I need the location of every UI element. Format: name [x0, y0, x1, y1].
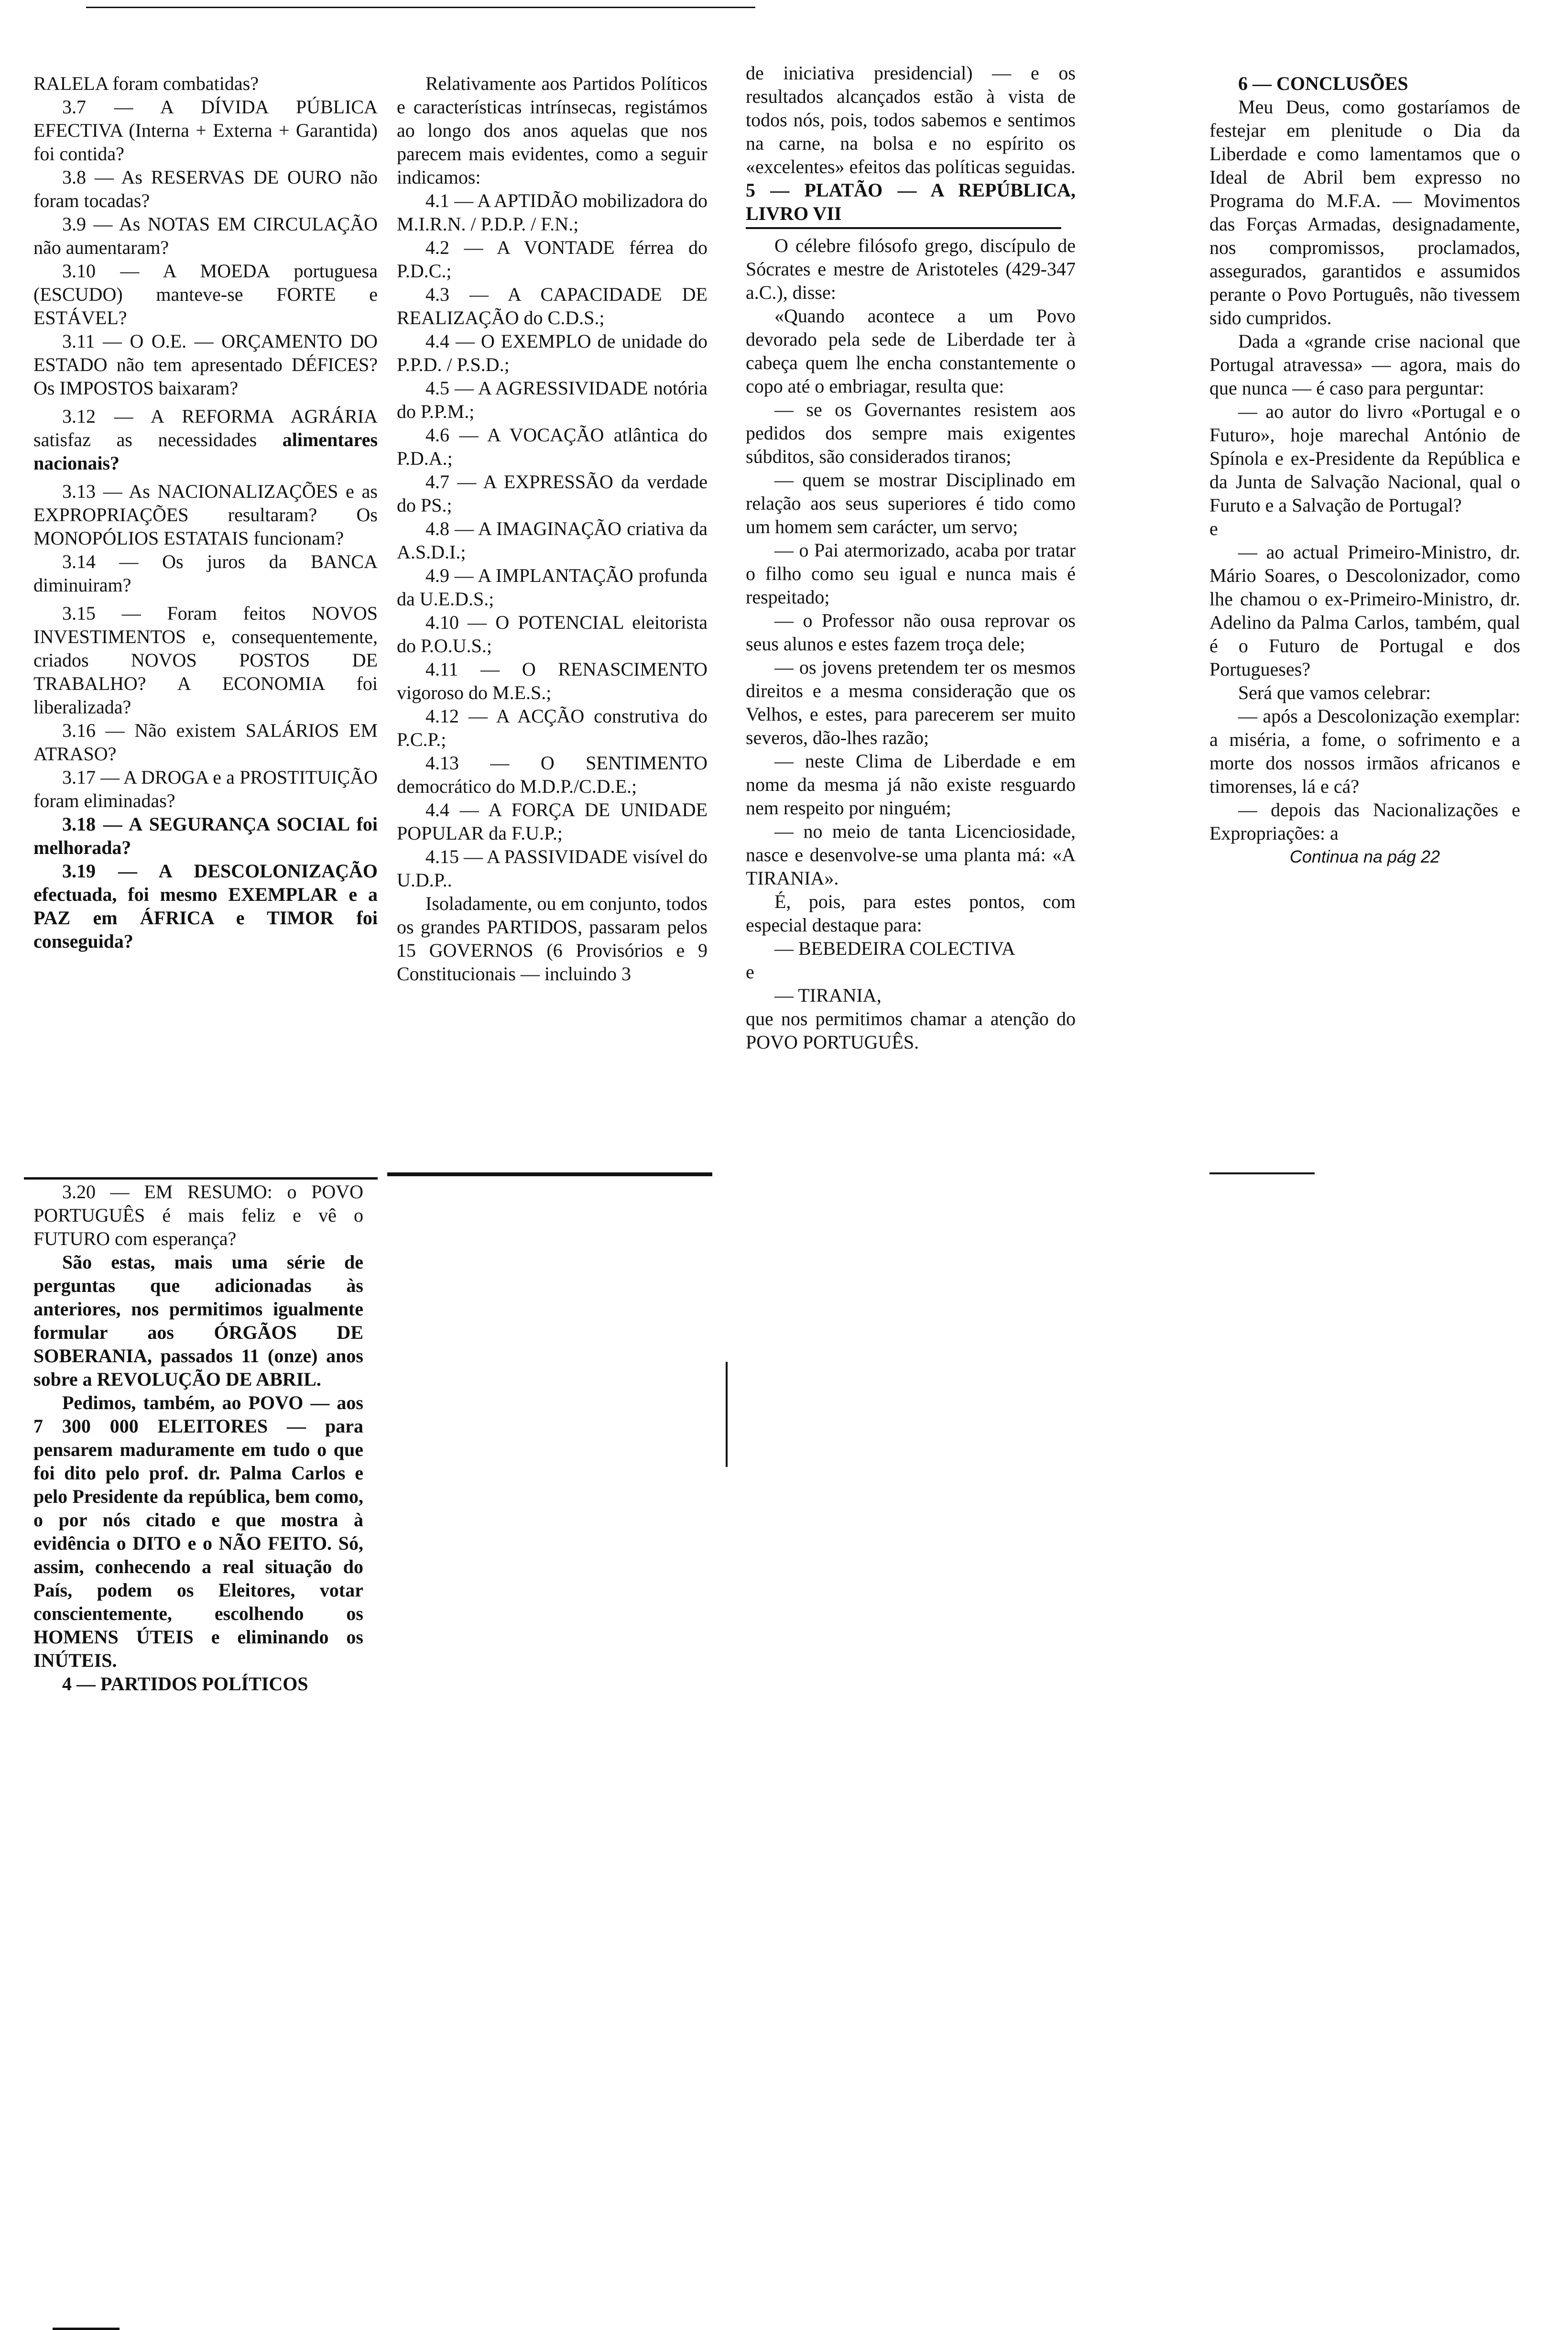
- paragraph: 3.11 — O O.E. — ORÇAMENTO DO ESTADO não tem apresentado DÉFICES? Os IMPOSTOS baixaram?: [33, 330, 378, 399]
- list-item: 4.5 — A AGRESSIVIDADE notória do P.P.M.;: [397, 377, 708, 422]
- column-2: [397, 72, 708, 985]
- paragraph: — depois das Nacionalizações e Expropriações: a: [1209, 799, 1520, 844]
- list-item: 4.12 — A ACÇÃO construtiva do P.C.P.;: [397, 705, 708, 750]
- list-item: 4.10 — O POTENCIAL eleitorista do P.O.U.S.;: [397, 612, 708, 656]
- list-item: 4.8 — A IMAGINAÇÃO criativa da A.S.D.I.;: [397, 518, 708, 563]
- paragraph: 3.20 — EM RESUMO: o POVO PORTUGUÊS é mais feliz e vê o FUTURO com esperança?: [33, 1181, 363, 1249]
- paragraph: de iniciativa presidencial) — e os resultados alcançados estão à vista de todos nós, pois, todos sabemos e sentimos na carne, na bolsa e no espírito os «excelentes» efeitos das políticas seguidas.: [746, 62, 1076, 177]
- paragraph: — TIRANIA,: [774, 985, 882, 1006]
- paragraph: 3.13 — As NACIONALIZAÇÕES e as EXPROPRIAÇÕES resultaram? Os MONOPÓLIOS ESTATAIS funcionam?: [33, 481, 378, 549]
- column-3: [746, 61, 1076, 1054]
- paragraph: que nos permitimos chamar a atenção do POVO PORTUGUÊS.: [746, 1008, 1076, 1053]
- section-heading: 6 — CONCLUSÕES: [1238, 73, 1408, 94]
- paragraph: É, pois, para estes pontos, com especial destaque para:: [746, 891, 1076, 936]
- paragraph: e: [746, 961, 754, 983]
- list-item: 4.3 — A CAPACIDADE DE REALIZAÇÃO do C.D.S.;: [397, 284, 708, 328]
- paragraph: 3.19 — A DESCOLONIZAÇÃO efectuada, foi mesmo EXEMPLAR e a PAZ em ÁFRICA e TIMOR foi conseguida?: [33, 860, 378, 952]
- paragraph: «Quando acontece a um Povo devorado pela sede de Liberdade ter à cabeça quem lhe encha constantemente o copo até o embriagar, resulta que:: [746, 305, 1076, 397]
- list-item: 4.2 — A VONTADE férrea do P.D.C.;: [397, 237, 708, 282]
- paragraph: — se os Governantes resistem aos pedidos dos sempre mais exigentes súbditos, são considerados tiranos;: [746, 399, 1076, 467]
- paragraph: e: [1209, 518, 1218, 539]
- section-heading: 4 — PARTIDOS POLÍTICOS: [62, 1673, 308, 1695]
- list-item: 4.13 — O SENTIMENTO democrático do M.D.P./C.D.E.;: [397, 752, 708, 797]
- paragraph: Será que vamos celebrar:: [1238, 682, 1431, 703]
- divider: [53, 2328, 120, 2330]
- paragraph: Meu Deus, como gostaríamos de festejar em plenitude o Dia da Liberdade e como lamentamos que o Ideal de Abril bem expresso no Programa do M.F.A. — Movimentos das Forças Armadas, designadamente, nos compromissos, proclamados, assegurados, garantidos e assumidos perante o Povo Português, não tivessem sido cumpridos.: [1209, 96, 1520, 328]
- column-4: [1209, 72, 1520, 868]
- paragraph: São estas, mais uma série de perguntas que adicionadas às anteriores, nos permitimos igualmente formular aos ÓRGÃOS DE SOBERANIA, passados 11 (onze) anos sobre a REVOLUÇÃO DE ABRIL.: [33, 1251, 363, 1390]
- paragraph: O célebre filósofo grego, discípulo de Sócrates e mestre de Aristoteles (429-347 a.C.), disse:: [746, 235, 1076, 303]
- paragraph: — os jovens pretendem ter os mesmos direitos e a mesma consideração que os Velhos, e estes, para parecerem ser muito severos, dão-lhes razão;: [746, 656, 1076, 748]
- paragraph: 3.12 — A REFORMA AGRÁRIA satisfaz as necessidades alimentares nacionais?: [33, 405, 378, 474]
- divider: [24, 1177, 378, 1180]
- column-1: [33, 72, 378, 953]
- paragraph: 3.9 — As NOTAS EM CIRCULAÇÃO não aumentaram?: [33, 213, 378, 258]
- paragraph: Relativamente aos Partidos Políticos e características intrínsecas, registámos ao longo dos anos aquelas que nos parecem mais evidentes, como a seguir indicamos:: [397, 73, 708, 188]
- list-item: 4.4 — O EXEMPLO de unidade do P.P.D. / P.S.D.;: [397, 330, 708, 375]
- paragraph: 3.17 — A DROGA e a PROSTITUIÇÃO foram eliminadas?: [33, 766, 378, 811]
- list-item: 4.7 — A EXPRESSÃO da verdade do PS.;: [397, 471, 708, 516]
- paragraph: Dada a «grande crise nacional que Portugal atravessa» — agora, mais do que nunca — é caso para perguntar:: [1209, 330, 1520, 399]
- vertical-bar: [726, 1362, 728, 1467]
- list-item: 4.9 — A IMPLANTAÇÃO profunda da U.E.D.S.;: [397, 565, 708, 610]
- list-item: 4.11 — O RENASCIMENTO vigoroso do M.E.S.;: [397, 658, 708, 703]
- paragraph: — o Pai atermorizado, acaba por tratar o filho como seu igual e nunca mais é respeitado;: [746, 539, 1076, 608]
- list-item: 4.1 — A APTIDÃO mobilizadora do M.I.R.N. / P.D.P. / F.N.;: [397, 190, 708, 235]
- paragraph: 3.14 — Os juros da BANCA diminuiram?: [33, 551, 378, 596]
- paragraph: — quem se mostrar Disciplinado em relação aos seus superiores é tido como um homem sem carácter, um servo;: [746, 469, 1076, 537]
- continuation-note: Continua na pág 22: [1289, 847, 1440, 866]
- paragraph: — ao autor do livro «Portugal e o Futuro», hoje marechal António de Spínola e ex-Presidente da República e da Junta de Salvação Nacional, qual o Furuto e a Salvação de Portugal?: [1209, 401, 1520, 516]
- list-item: 4.4 — A FORÇA DE UNIDADE POPULAR da F.U.P.;: [397, 799, 708, 844]
- divider: [387, 1172, 712, 1176]
- list-item: 4.15 — A PASSIVIDADE visível do U.D.P..: [397, 846, 708, 891]
- paragraph: 3.8 — As RESERVAS DE OURO não foram tocadas?: [33, 166, 378, 211]
- top-rule: [86, 7, 755, 8]
- paragraph: — BEBEDEIRA COLECTIVA: [774, 938, 1015, 959]
- paragraph: — no meio de tanta Licenciosidade, nasce e desenvolve-se uma planta má: «A TIRANIA».: [746, 820, 1076, 889]
- list-item: 4.6 — A VOCAÇÃO atlântica do P.D.A.;: [397, 424, 708, 469]
- paragraph: — após a Descolonização exemplar: a miséria, a fome, o sofrimento e a morte dos nossos irmãos africanos e timorenses, lá e cá?: [1209, 705, 1520, 797]
- section-heading: 5 — PLATÃO — A REPÚBLICA, LIVRO VII: [746, 179, 1076, 224]
- paragraph: — o Professor não ousa reprovar os seus alunos e estes fazem troça dele;: [746, 610, 1076, 655]
- divider: [1209, 1172, 1315, 1174]
- paragraph: RALELA foram combatidas?: [33, 73, 259, 94]
- paragraph: 3.16 — Não existem SALÁRIOS EM ATRASO?: [33, 720, 378, 765]
- paragraph: 3.15 — Foram feitos NOVOS INVESTIMENTOS e, consequentemente, criados NOVOS POSTOS DE TRABALHO? A ECONOMIA foi liberalizada?: [33, 602, 378, 718]
- paragraph: — neste Clima de Liberdade e em nome da mesma já não existe resguardo nem respeito por ninguém;: [746, 750, 1076, 819]
- divider: [746, 227, 1061, 229]
- paragraph: — ao actual Primeiro-Ministro, dr. Mário Soares, o Descolonizador, como lhe chamou o ex-Primeiro-Ministro, dr. Adelino da Palma Carlos, também, qual é o Futuro de Portugal e dos Portugueses?: [1209, 541, 1520, 680]
- paragraph: Isoladamente, ou em conjunto, todos os grandes PARTIDOS, passaram pelos 15 GOVERNOS (6 Provisórios e 9 Constitucionais — incluindo 3: [397, 893, 708, 985]
- column-1-lower: [33, 1180, 363, 1696]
- paragraph: 3.7 — A DÍVIDA PÚBLICA EFECTIVA (Interna + Externa + Garantida) foi contida?: [33, 96, 378, 164]
- paragraph: 3.18 — A SEGURANÇA SOCIAL foi melhorada?: [33, 813, 378, 858]
- paragraph: 3.10 — A MOEDA portuguesa (ESCUDO) manteve-se FORTE e ESTÁVEL?: [33, 260, 378, 328]
- paragraph: Pedimos, também, ao POVO — aos 7 300 000 ELEITORES — para pensarem maduramente em tudo o que foi dito pelo prof. dr. Palma Carlos e pelo Presidente da república, bem como, o por nós citado e que mostra à evidência o DITO e o NÃO FEITO. Só, assim, conhecendo a real situação do País, podem os Eleitores, votar conscientemente, escolhendo os HOMENS ÚTEIS e eliminando os INÚTEIS.: [33, 1392, 363, 1671]
